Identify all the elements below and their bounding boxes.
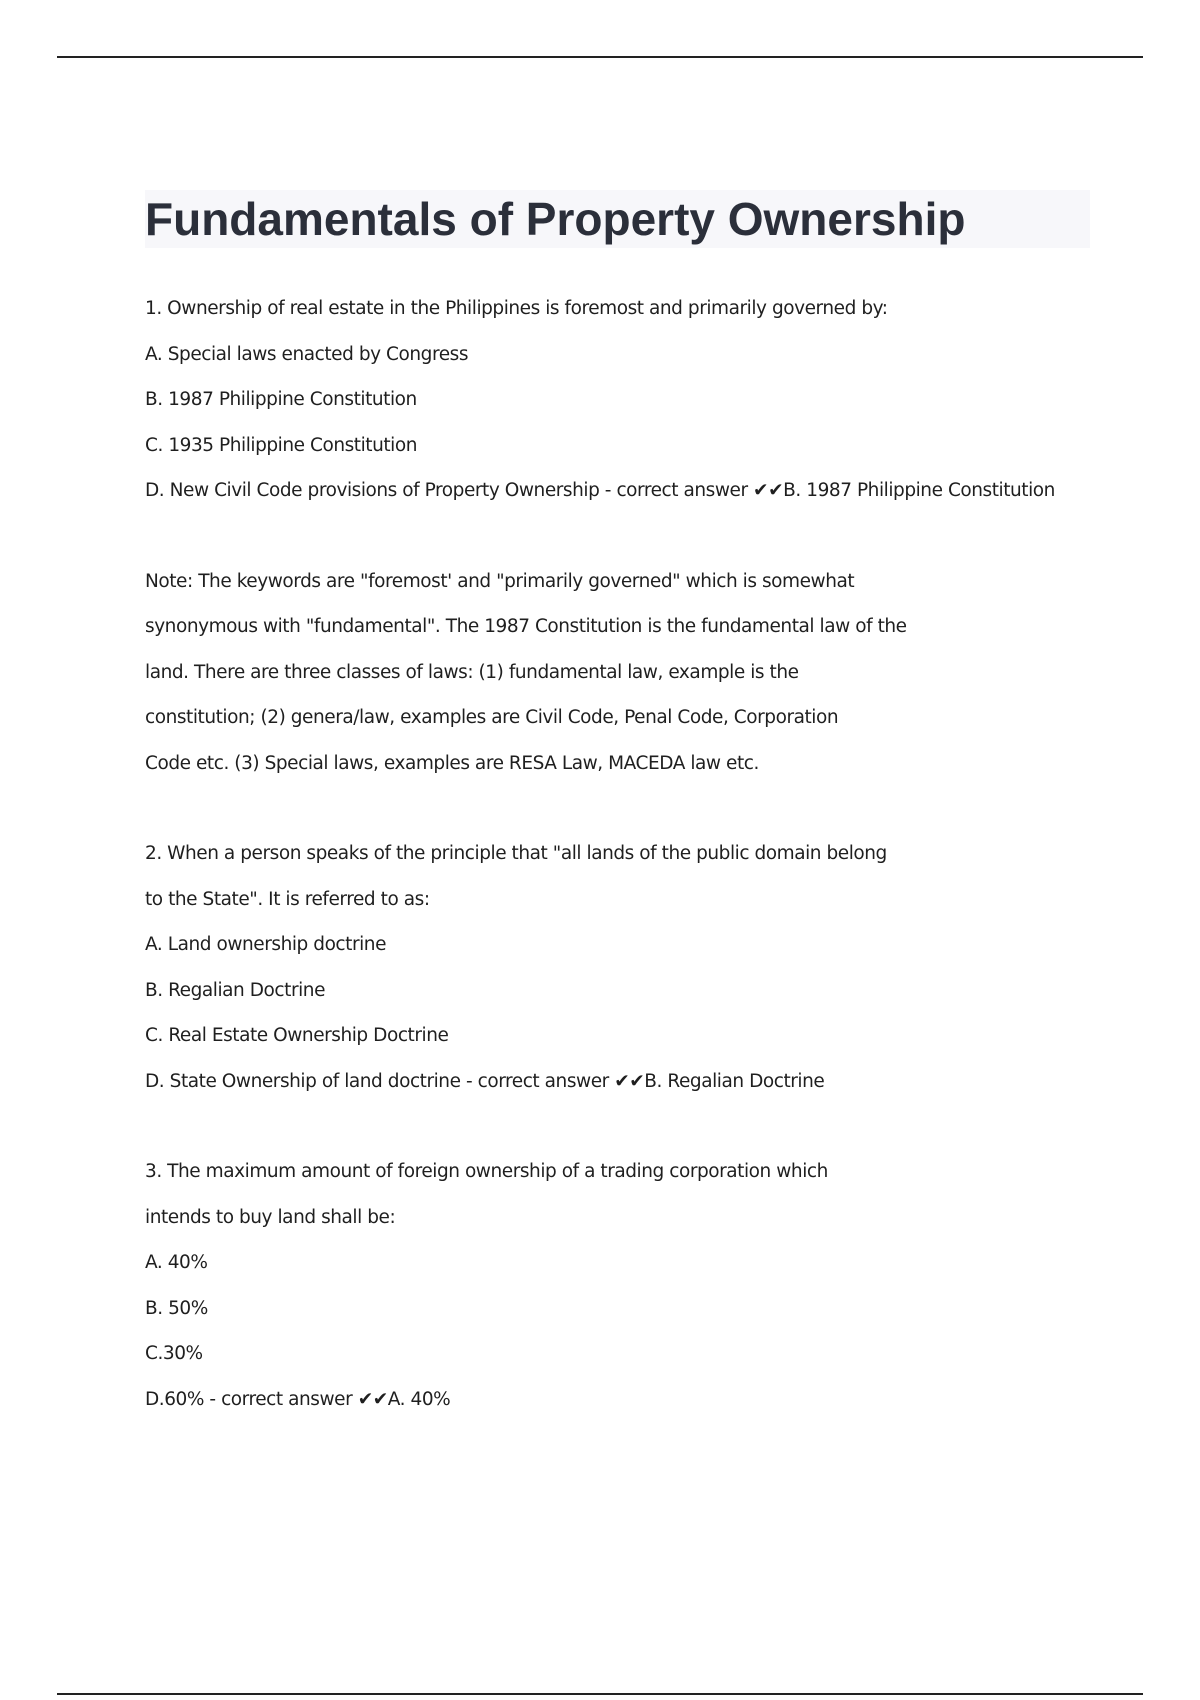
question-text: 1. Ownership of real estate in the Philippines is foremost and primarily governed by: (145, 298, 888, 319)
question-text: to the State". It is referred to as: (145, 888, 430, 910)
question-text: intends to buy land shall be: (145, 1206, 396, 1228)
question-3 (145, 1149, 1090, 1422)
option-a: A. Land ownership doctrine (145, 934, 387, 955)
question-text: 2. When a person speaks of the principle that "all lands of the public domain belong (145, 843, 887, 864)
option-d-with-answer: D. State Ownership of land doctrine - correct answer ✔✔B. Regalian Doctrine (145, 1070, 825, 1092)
spacer (145, 1104, 1090, 1149)
option-b: B. 50% (145, 1297, 208, 1319)
option-d-with-answer: D.60% - correct answer ✔✔A. 40% (145, 1388, 451, 1410)
footer-rule (57, 1693, 1143, 1695)
page-title: Fundamentals of Property Ownership (145, 193, 966, 245)
title-bar (145, 190, 1090, 248)
note-line: Code etc. (3) Special laws, examples are RESA Law, MACEDA law etc. (145, 752, 759, 774)
document-body (145, 190, 1090, 1422)
option-c: C.30% (145, 1343, 203, 1364)
option-a: A. Special laws enacted by Congress (145, 343, 469, 365)
note-line: Note: The keywords are "foremost' and "primarily governed" which is somewhat (145, 570, 855, 592)
question-1 (145, 286, 1090, 514)
header-rule (57, 56, 1143, 58)
option-c: C. Real Estate Ownership Doctrine (145, 1025, 449, 1046)
note-paragraph (145, 559, 1090, 787)
option-b: B. Regalian Doctrine (145, 979, 326, 1001)
spacer (145, 786, 1090, 831)
option-c: C. 1935 Philippine Constitution (145, 434, 418, 456)
note-line: constitution; (2) genera/law, examples are Civil Code, Penal Code, Corporation (145, 707, 839, 728)
note-line: synonymous with "fundamental". The 1987 Constitution is the fundamental law of the (145, 616, 907, 637)
option-b: B. 1987 Philippine Constitution (145, 389, 417, 410)
question-text: 3. The maximum amount of foreign ownership of a trading corporation which (145, 1161, 828, 1182)
spacer (145, 514, 1090, 559)
option-a: A. 40% (145, 1252, 208, 1273)
option-d-with-answer: D. New Civil Code provisions of Property Ownership - correct answer ✔✔B. 1987 Philippine Constitution (145, 480, 1055, 501)
question-2 (145, 831, 1090, 1104)
note-line: land. There are three classes of laws: (1) fundamental law, example is the (145, 661, 799, 683)
